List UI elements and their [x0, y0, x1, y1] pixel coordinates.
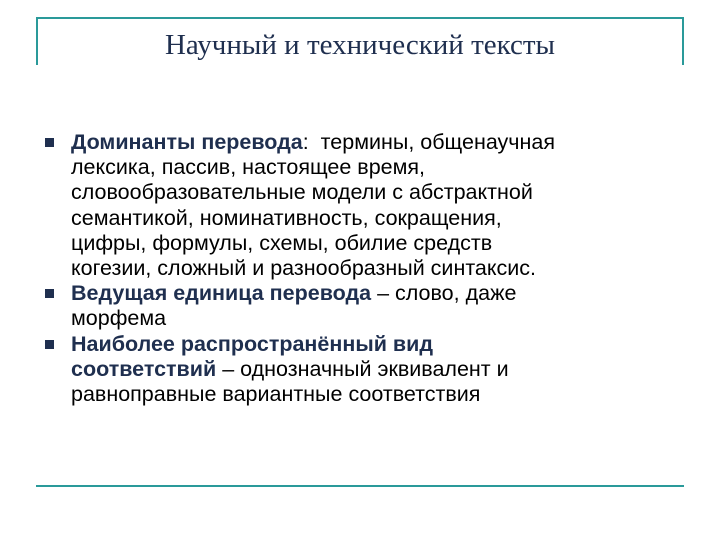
bullet-text: морфема	[71, 306, 167, 331]
bullet-text: семантикой, номинативность, сокращения,	[71, 205, 502, 230]
bullet-text-line	[71, 206, 680, 231]
bullet-text-line	[71, 281, 680, 306]
bullet-term: Наиболее распространённый вид	[71, 331, 433, 356]
bullet-text: цифры, формулы, схемы, обилие средств	[71, 230, 493, 255]
bullet-text: : термины, общенаучная	[302, 130, 555, 154]
bullet-term: Доминанты перевода	[71, 130, 303, 154]
bullet-item	[40, 332, 680, 408]
footer-divider-line	[36, 485, 684, 487]
bullet-text: словообразовательные модели с абстрактной	[71, 180, 533, 205]
bullet-term: соответствий	[71, 356, 217, 381]
bullet-text: лексика, пассив, настоящее время,	[71, 155, 426, 180]
bullet-term: Ведущая единица перевода	[71, 281, 372, 306]
bullet-text-line	[71, 357, 680, 382]
bullet-text-line	[71, 256, 680, 281]
bullet-text: – однозначный эквивалент и	[216, 356, 509, 381]
bullet-text: равноправные вариантные соответствия	[71, 382, 481, 407]
bullet-text-line	[71, 306, 680, 331]
bullet-item	[40, 130, 680, 281]
bullet-list	[40, 130, 680, 407]
square-bullet-icon	[45, 138, 54, 147]
bullet-text-line	[71, 130, 680, 155]
slide-title: Научный и технический тексты	[164, 29, 556, 61]
bullet-text: когезии, сложный и разнообразный синтаксис.	[71, 256, 537, 281]
bullet-text-line	[71, 382, 680, 407]
bullet-text-line	[71, 180, 680, 205]
bullet-text-line	[71, 332, 680, 357]
bullet-text-line	[71, 155, 680, 180]
bullet-text-line	[71, 231, 680, 256]
square-bullet-icon	[45, 289, 54, 298]
title-frame-top-line	[36, 17, 684, 19]
square-bullet-icon	[45, 340, 54, 349]
bullet-item	[40, 281, 680, 331]
bullet-text: – слово, даже	[371, 281, 517, 306]
